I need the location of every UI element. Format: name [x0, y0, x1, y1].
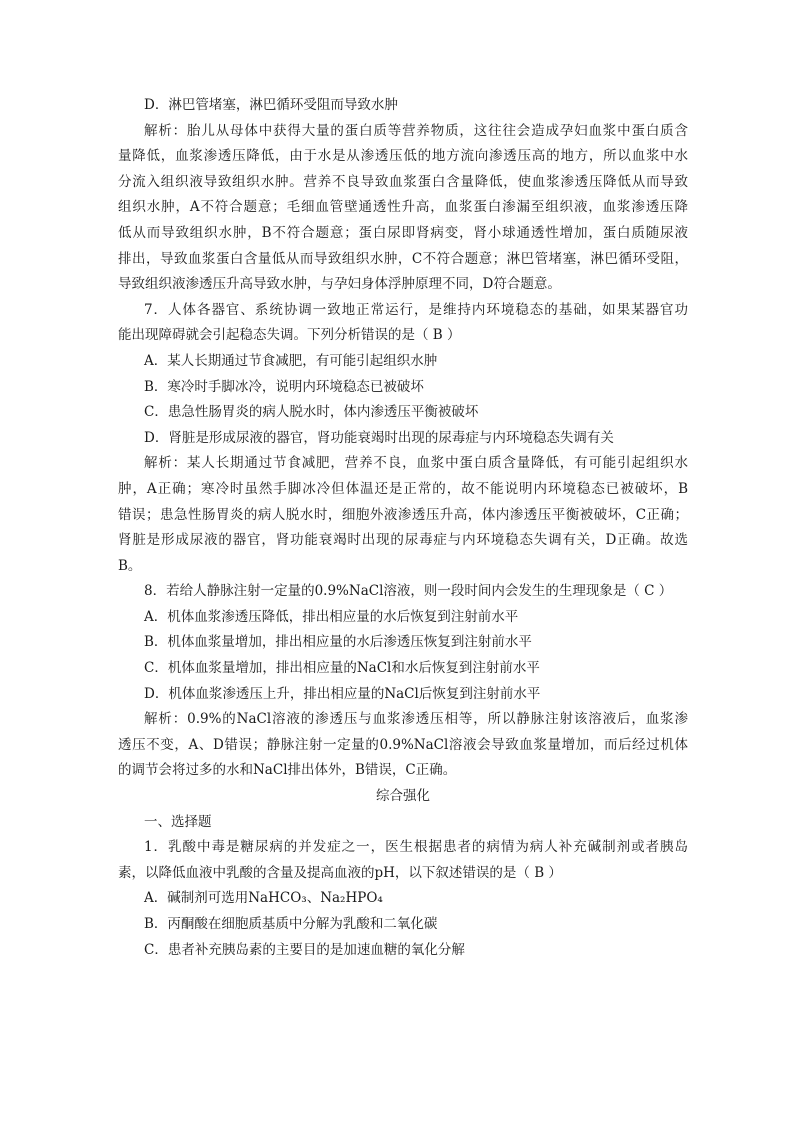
text-line: 导致组织液渗透压升高导致水肿，与孕妇身体浮肿原理不同，D符合题意。	[118, 276, 561, 293]
text-line: 1．乳酸中毒是糖尿病的并发症之一，医生根据患者的病情为病人补充碱制剂或者胰岛	[144, 839, 688, 856]
text-line: C．机体血浆量增加，排出相应量的NaCl和水后恢复到注射前水平	[144, 660, 540, 677]
text-line: 错误；患急性肠胃炎的病人脱水时，细胞外液渗透压升高，体内渗透压平衡被破坏，C正确；	[118, 506, 688, 523]
text-line: 肾脏是形成尿液的器官，肾功能衰竭时出现的尿毒症与内环境稳态失调有关，D正确。故选	[118, 532, 688, 549]
section-heading: 综合强化	[376, 788, 430, 805]
text-line: A．机体血浆渗透压降低，排出相应量的水后恢复到注射前水平	[144, 608, 519, 625]
text-line: 素，以降低血液中乳酸的含量及提高血液的pH，以下叙述错误的是（ B ）	[118, 864, 562, 881]
text-line: 排出，导致血浆蛋白含量低从而导致组织水肿，C不符合题意；淋巴管堵塞，淋巴循环受阻，	[118, 250, 688, 267]
text-line: 组织水肿，A不符合题意；毛细血管壁通透性升高，血浆蛋白渗漏至组织液，血浆渗透压降	[118, 199, 688, 216]
text-line: D．肾脏是形成尿液的器官，肾功能衰竭时出现的尿毒症与内环境稳态失调有关	[144, 429, 614, 446]
text-line: 解析：0.9%的NaCl溶液的渗透压与血浆渗透压相等，所以静脉注射该溶液后，血浆渗	[144, 711, 688, 728]
text-line: B．丙酮酸在细胞质基质中分解为乳酸和二氧化碳	[144, 916, 438, 932]
text-line: 一、选择题	[144, 813, 212, 830]
text-line: A．碱制剂可选用NaHCO₃、Na₂HPO₄	[144, 890, 383, 907]
text-line: B．寒冷时手脚冰冷，说明内环境稳态已被破坏	[144, 378, 424, 395]
document-body	[118, 93, 688, 963]
text-line: 低从而导致组织水肿，B不符合题意；蛋白尿即肾病变，肾小球通透性增加，蛋白质随尿液	[118, 224, 688, 241]
text-line: 能出现障碍就会引起稳态失调。下列分析错误的是（ B ）	[118, 327, 461, 344]
text-line: 7．人体各器官、系统协调一致地正常运行，是维持内环境稳态的基础，如果某器官功	[144, 301, 688, 318]
text-line: 透压不变，A、D错误；静脉注射一定量的0.9%NaCl溶液会导致血浆量增加，而后经过机体	[118, 736, 688, 753]
text-line: C．患急性肠胃炎的病人脱水时，体内渗透压平衡被破坏	[144, 404, 479, 421]
text-line: 解析：胎儿从母体中获得大量的蛋白质等营养物质，这往往会造成孕妇血浆中蛋白质含	[144, 122, 688, 139]
text-line: 量降低，血浆渗透压降低，由于水是从渗透压低的地方流向渗透压高的地方，所以血浆中水	[118, 148, 688, 165]
text-line: 的调节会将过多的水和NaCl排出体外，B错误，C正确。	[118, 762, 457, 779]
text-line: C．患者补充胰岛素的主要目的是加速血糖的氧化分解	[144, 941, 465, 958]
text-line: D．淋巴管堵塞，淋巴循环受阻而导致水肿	[144, 97, 398, 113]
text-line: B．机体血浆量增加，排出相应量的水后渗透压恢复到注射前水平	[144, 634, 532, 651]
text-line: B。	[118, 557, 142, 574]
text-line: A．某人长期通过节食减肥，有可能引起组织水肿	[144, 352, 438, 369]
text-line: 分流入组织液导致组织水肿。营养不良导致血浆蛋白含量降低，使血浆渗透压降低从而导致	[118, 173, 688, 190]
text-line: 8．若给人静脉注射一定量的0.9%NaCl溶液，则一段时间内会发生的生理现象是（ C ）	[144, 583, 673, 600]
text-line: 解析：某人长期通过节食减肥，营养不良，血浆中蛋白质含量降低，有可能引起组织水	[144, 455, 688, 472]
text-line: 肿，A正确；寒冷时虽然手脚冰冷但体温还是正常的，故不能说明内环境稳态已被破坏，B	[118, 480, 688, 497]
text-line: D．机体血浆渗透压上升，排出相应量的NaCl后恢复到注射前水平	[144, 685, 541, 702]
